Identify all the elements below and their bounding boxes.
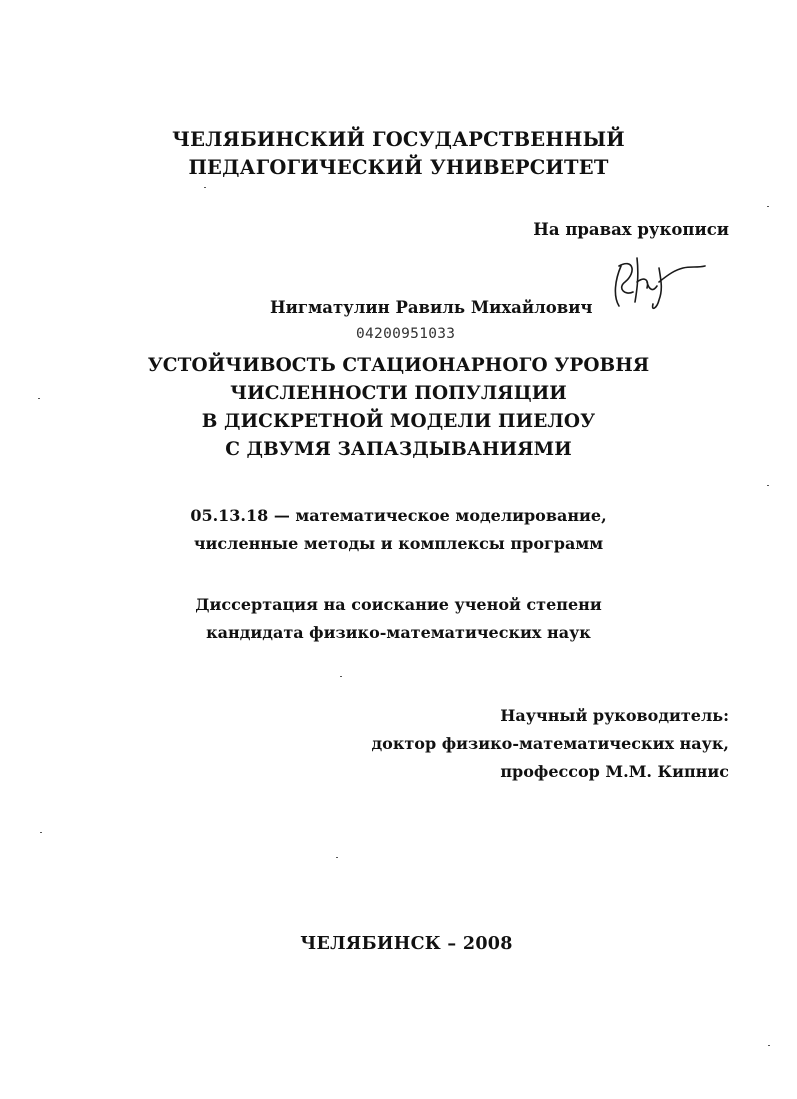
city-year: ЧЕЛЯБИНСК – 2008 — [300, 934, 513, 954]
dissertation-title-line4: С ДВУМЯ ЗАПАЗДЫВАНИЯМИ — [225, 439, 572, 460]
rights-note: На правах рукописи — [533, 220, 729, 239]
supervisor-label: Научный руководитель: — [500, 706, 729, 725]
specialty-line1: 05.13.18 — математическое моделирование, — [190, 506, 607, 525]
author-signature — [607, 246, 712, 318]
degree-line2: кандидата физико-математических наук — [206, 623, 591, 642]
supervisor-name: профессор М.М. Кипнис — [500, 762, 729, 781]
author-name: Нигматулин Равиль Михайлович — [270, 298, 593, 317]
supervisor-degree: доктор физико-математических наук, — [371, 734, 729, 753]
scan-speck — [767, 485, 769, 486]
dissertation-title-line3: В ДИСКРЕТНОЙ МОДЕЛИ ПИЕЛОУ — [201, 411, 596, 432]
degree-line1: Диссертация на соискание ученой степени — [195, 595, 602, 614]
scan-speck — [767, 206, 769, 207]
scan-speck — [38, 398, 40, 399]
scan-speck — [204, 187, 206, 188]
scan-speck — [336, 857, 338, 858]
university-name-line2: ПЕДАГОГИЧЕСКИЙ УНИВЕРСИТЕТ — [188, 156, 609, 179]
dissertation-title-line1: УСТОЙЧИВОСТЬ СТАЦИОНАРНОГО УРОВНЯ — [147, 355, 650, 376]
scan-speck — [340, 676, 342, 677]
dissertation-title-line2: ЧИСЛЕННОСТИ ПОПУЛЯЦИИ — [230, 383, 567, 404]
registration-number-stamp: 04200951033 — [356, 326, 456, 342]
university-name-line1: ЧЕЛЯБИНСКИЙ ГОСУДАРСТВЕННЫЙ — [172, 128, 625, 151]
scan-speck — [40, 832, 42, 833]
scan-speck — [768, 1045, 770, 1046]
specialty-line2: численные методы и комплексы программ — [193, 534, 604, 553]
